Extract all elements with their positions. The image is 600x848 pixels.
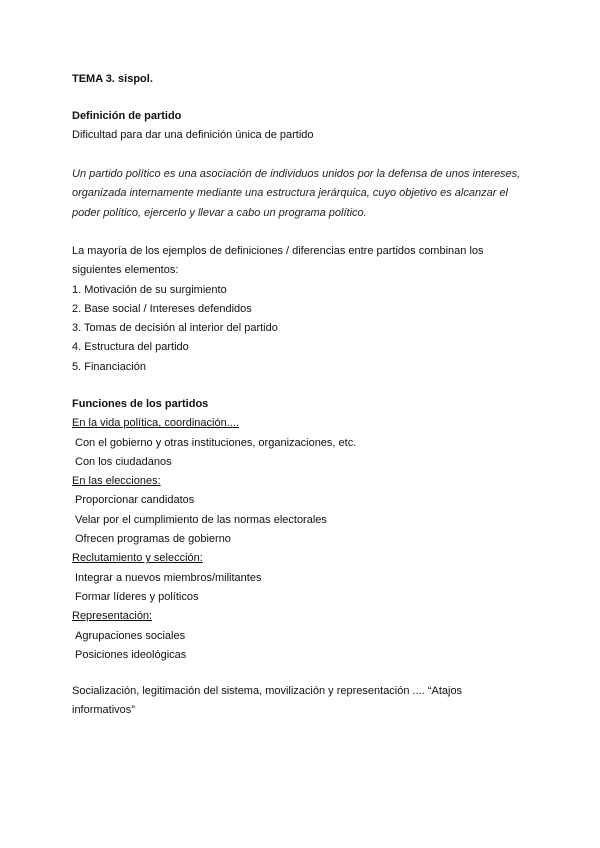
elements-section <box>72 242 484 377</box>
definition-subtitle: Dificultad para dar una definición única de partido <box>72 129 314 142</box>
elements-list-item: 3. Tomas de decisión al interior del partido <box>72 322 278 335</box>
elements-list-item: 5. Financiación <box>72 360 146 373</box>
functions-section-label: En la vida política, coordinación.... <box>72 417 239 430</box>
document-title: TEMA 3. sispol. <box>72 73 153 85</box>
quote-line: poder político, ejercerlo y llevar a cabo un programa político. <box>72 206 367 219</box>
functions-item: Velar por el cumplimiento de las normas electorales <box>75 513 327 526</box>
functions-item: Integrar a nuevos miembros/militantes <box>75 571 262 584</box>
functions-item: Posiciones ideológicas <box>75 648 187 661</box>
definition-section <box>72 107 314 146</box>
functions-section-label: En las elecciones: <box>72 475 161 488</box>
functions-item: Con el gobierno y otras instituciones, organizaciones, etc. <box>75 436 357 449</box>
elements-list-item: 1. Motivación de su surgimiento <box>72 283 227 296</box>
quote-line: Un partido político es una asociación de individuos unidos por la defensa de unos intereses, <box>72 168 521 180</box>
functions-section <box>72 395 356 665</box>
elements-intro-line: La mayoría de los ejemplos de definiciones / diferencias entre partidos combinan los <box>72 245 484 257</box>
definition-heading: Definición de partido <box>72 110 182 122</box>
functions-item: Con los ciudadanos <box>75 455 172 468</box>
quote-line: organizada internamente mediante una estructura jerárquica, cuyo objetivo es alcanzar el <box>72 187 508 200</box>
functions-item: Formar líderes y políticos <box>75 590 199 603</box>
elements-intro-line: siguientes elementos: <box>72 264 179 277</box>
elements-list-item: 2. Base social / Intereses defendidos <box>72 302 252 315</box>
closing-paragraph <box>72 682 462 721</box>
elements-list-item: 4. Estructura del partido <box>72 341 189 354</box>
functions-item: Agrupaciones sociales <box>75 629 186 642</box>
functions-heading: Funciones de los partidos <box>72 398 209 410</box>
functions-section-label: Representación: <box>72 610 153 623</box>
functions-item: Proporcionar candidatos <box>75 494 195 507</box>
closing-line: informativos” <box>72 704 135 717</box>
functions-section-label: Reclutamiento y selección: <box>72 552 203 565</box>
closing-line: Socialización, legitimación del sistema, movilización y representación .... “Atajos <box>72 685 463 697</box>
functions-item: Ofrecen programas de gobierno <box>75 533 231 546</box>
definition-quote <box>72 165 520 223</box>
